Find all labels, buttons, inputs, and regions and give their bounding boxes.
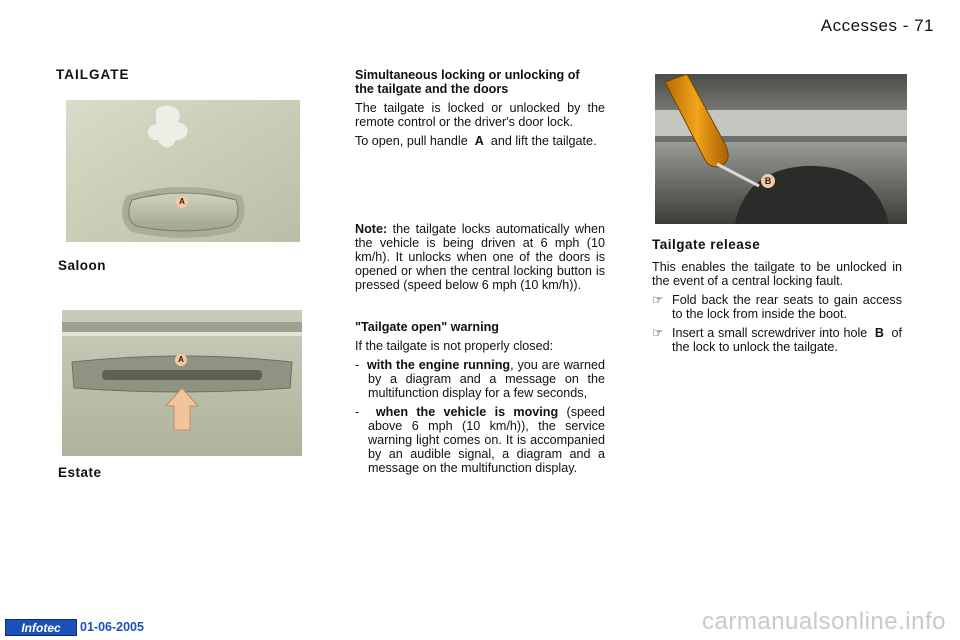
note-paragraph [355,222,605,292]
tailgate-release-para: This enables the tailgate to be unlocked in the event of a central locking fault. [652,260,902,288]
warning-intro: If the tailgate is not properly closed: [355,339,554,353]
label-a-marker-estate: A [175,354,187,366]
pointing-hand-icon: ☞ [652,293,664,307]
footer-date: 01-06-2005 [80,620,144,634]
watermark[interactable]: carmanualsonline.info [702,608,946,635]
bullet-dash: - [355,405,360,419]
bullet1-bold: with the engine running [366,358,511,372]
release-bullet2-post: of the lock to unlock the tailgate. [672,326,903,354]
label-a-marker: A [176,196,188,208]
saloon-tailgate-photo [66,100,300,242]
label-b-marker: B [761,174,775,188]
bullet2-bold: when the vehicle is moving [375,405,559,419]
key-a: A [474,134,484,148]
page-title: Accesses - 71 [820,16,934,35]
section-title: TAILGATE [56,67,130,82]
warning-heading: "Tailgate open" warning [355,320,499,334]
para-open-post: and lift the tailgate. [490,134,597,148]
bullet2-text: (speed above 6 mph (10 km/h)), the service warning light comes on. It is accompanied by an audible signal, a diagram and a message on the multifunction display. [368,405,606,475]
warning-bullet-moving [355,405,605,475]
para-open-pre: To open, pull handle [355,134,468,148]
key-b: B [874,326,884,340]
tailgate-release-section [652,238,902,359]
release-bullet2-pre: Insert a small screwdriver into hole [672,326,868,340]
screwdriver-release-photo [655,74,907,224]
release-bullet-insert-screwdriver [652,326,902,354]
para-open-handle [355,134,605,148]
estate-tailgate-photo [62,310,302,456]
note-label: Note: [355,222,388,236]
release-bullet1-text: Fold back the rear seats to gain access to the lock from inside the boot. [672,293,902,321]
caption-saloon: Saloon [58,258,107,273]
estate-tailgate-illustration [62,310,302,456]
note-text: the tailgate locks automatically when the vehicle is being driven at 6 mph (10 km/h). It unlocks when one of the doors is opened or when the central locking button is pressed (speed below 6 mph (10 km/h)). [355,222,605,292]
infotec-logo: Infotec [5,619,77,636]
pointing-hand-icon: ☞ [652,326,664,340]
saloon-tailgate-illustration [66,100,300,242]
screwdriver-illustration [655,74,907,224]
warning-bullet-engine-running [355,358,605,400]
tailgate-release-heading: Tailgate release [652,237,761,252]
heading-simultaneous-locking: Simultaneous locking or unlocking of the tailgate and the doors [355,68,580,96]
bullet-dash: - [355,358,360,372]
release-bullet2-wrap [672,326,902,354]
caption-estate: Estate [58,465,102,480]
para-remote-control: The tailgate is locked or unlocked by the remote control or the driver's door lock. [355,101,605,129]
release-bullet-fold-seats [652,293,902,321]
middle-column-top [355,68,605,153]
bullet1-text: , you are warned by a diagram and a message on the multifunction display for a few seconds, [368,358,606,400]
warning-section [355,320,605,480]
